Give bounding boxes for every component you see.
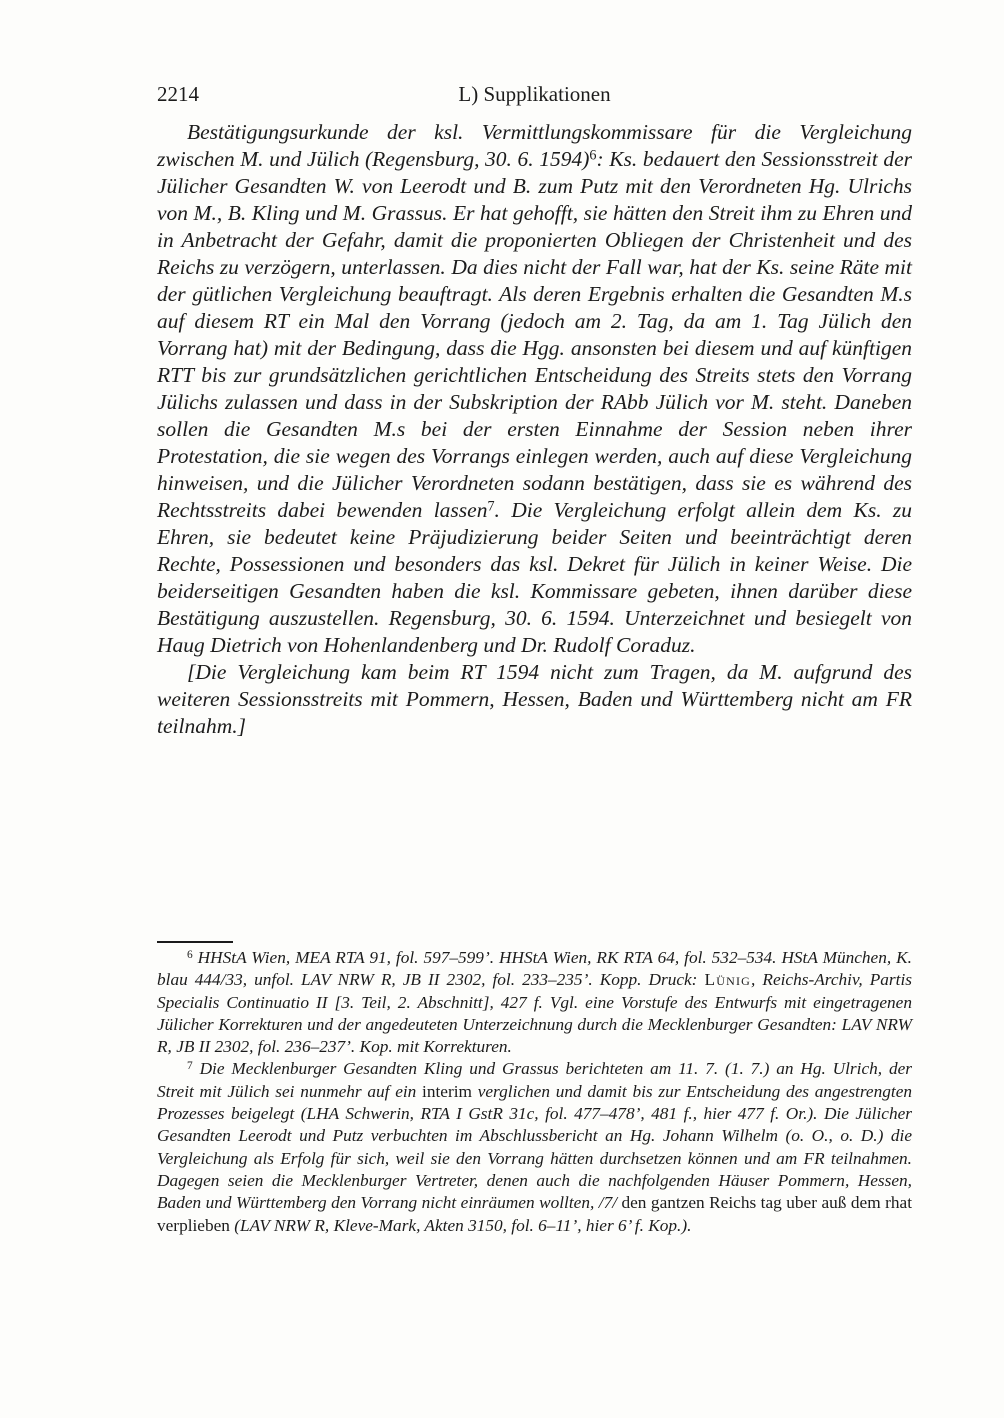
footnote-ref: 6 (187, 948, 193, 961)
footnote-ref: 7 (187, 1060, 193, 1073)
footnote-separator (157, 941, 233, 943)
text-segment: HHStA Wien, MEA RTA 91, fol. 597–599’. HHStA Wien, RK RTA 64, fol. 532–534. HStA München, K. blau 444/33, unfol. LAV NRW R, JB II 2302, fol. 233–235’. Kopp. Druck: (157, 948, 912, 990)
text-segment: , Reichs-Archiv, Partis Specialis Continuatio II [3. Teil, 2. Abschnitt], 427 f. Vgl. eine Vorstufe des Entwurfs mit eingetragenen Jülicher Korrekturen und der angedeuteten Unterzeichnung durch die Mecklenburger Gesandten: LAV NRW R, JB II 2302, fol. 236–237’. Kop. mit Korrekturen. (157, 970, 912, 1057)
footnote-ref: 7 (487, 498, 495, 515)
text-segment: Die Mecklenburger Gesandten Kling und Grassus berichteten am 11. 7. (1. 7.) an Hg. Ulrich, der Streit mit Jülich sei nunmehr auf ein (157, 1059, 912, 1101)
main-text-block (157, 119, 912, 740)
footnotes-block (157, 947, 912, 1237)
text-segment: (LAV NRW R, Kleve-Mark, Akten 3150, fol. 6–11’, hier 6’ f. Kop.). (229, 1215, 692, 1235)
text-segment: verglichen und damit bis zur Entscheidung des angestrengten Prozesses beigelegt (LHA Schwerin, RTA I GstR 31c, fol. 477–478’, 481 f., hier 477 f. Or.). Die Jülicher Gesandten Leerodt und Putz verbuchten im Abschlussbericht an Hg. Johann Wilhelm (o. O., o. D.) die Vergleichung als Erfolg für sich, weil sie den Vorrang hätten durchsetzen können und am FR teilnahmen. Dagegen seien die Mecklenburger Vertreter, denen auch die nachfolgenden Häuser Pommern, Hessen, Baden und Württemberg den Vorrang nicht einräumen wollten, /7/ (157, 1081, 913, 1213)
text-segment: [Die Vergleichung kam beim RT 1594 nicht zum Tragen, da M. aufgrund des weiteren Sessionsstreits mit Pommern, Hessen, Baden und Württemberg nicht am FR teilnahm.] (157, 660, 912, 738)
text-segment: interim (422, 1081, 472, 1101)
text-segment: den gantzen Reichs tag uber auß dem rhat verplieben (157, 1193, 912, 1235)
footnote-7 (157, 1058, 912, 1236)
footnote-ref: 6 (589, 147, 597, 164)
text-segment: Bestätigungsurkunde der ksl. Vermittlungskommissare für die Vergleichung zwischen M. und Jülich (Regensburg, 30. 6. 1594) (157, 120, 912, 171)
text-segment: Lünig (704, 970, 752, 990)
text-segment: . Die Vergleichung erfolgt allein dem Ks. zu Ehren, sie bedeutet keine Präjudizierung beider Seiten und beeinträchtigt deren Rechte, Possessionen und besonders das ksl. Dekret für Jülich in keiner Weise. Die beiderseitigen Gesandten haben die ksl. Kommissare gebeten, ihnen darüber diese Bestätigung auszustellen. Regensburg, 30. 6. 1594. Unterzeichnet und besiegelt von Haug Dietrich von Hohenlandenberg und Dr. Rudolf Coraduz. (157, 498, 912, 657)
footnote-6 (157, 947, 912, 1058)
running-head: L) Supplikationen (458, 82, 611, 106)
body-paragraph-regest (157, 119, 912, 659)
text-segment: : Ks. bedauert den Sessionsstreit der Jülicher Gesandten W. von Leerodt und B. zum Putz mit den Verordneten Hg. Ulrichs von M., B. Kling und M. Grassus. Er hat gehofft, sie hätten den Streit ihm zu Ehren und in Anbetracht der Gefahr, damit die proponierten Obliegen der Christenheit und des Reichs zu verzögern, unterlassen. Da dies nicht der Fall war, hat der Ks. seine Räte mit der gütlichen Vergleichung beauftragt. Als deren Ergebnis erhalten die Gesandten M.s auf diesem RT ein Mal den Vorrang (jedoch am 2. Tag, da am 1. Tag Jülich den Vorrang hat) mit der Bedingung, dass die Hgg. ansonsten bei diesem und auf künftigen RTT bis zur grundsätzlichen gerichtlichen Entscheidung des Streits stets den Vorrang Jülichs zulassen und dass in der Subskription der RAbb Jülich vor M. steht. Daneben sollen die Gesandten M.s bei der ersten Einnahme der Session neben ihrer Protestation, die sie wegen des Vorrangs einlegen werden, auch auf diese Vergleichung hinweisen, und die Jülicher Verordneten sodann bestätigen, dass sie es während des Rechtsstreits dabei bewenden lassen (157, 147, 912, 522)
page-header (157, 82, 912, 106)
page-number: 2214 (157, 82, 199, 106)
body-paragraph-editorial-note (157, 659, 912, 740)
